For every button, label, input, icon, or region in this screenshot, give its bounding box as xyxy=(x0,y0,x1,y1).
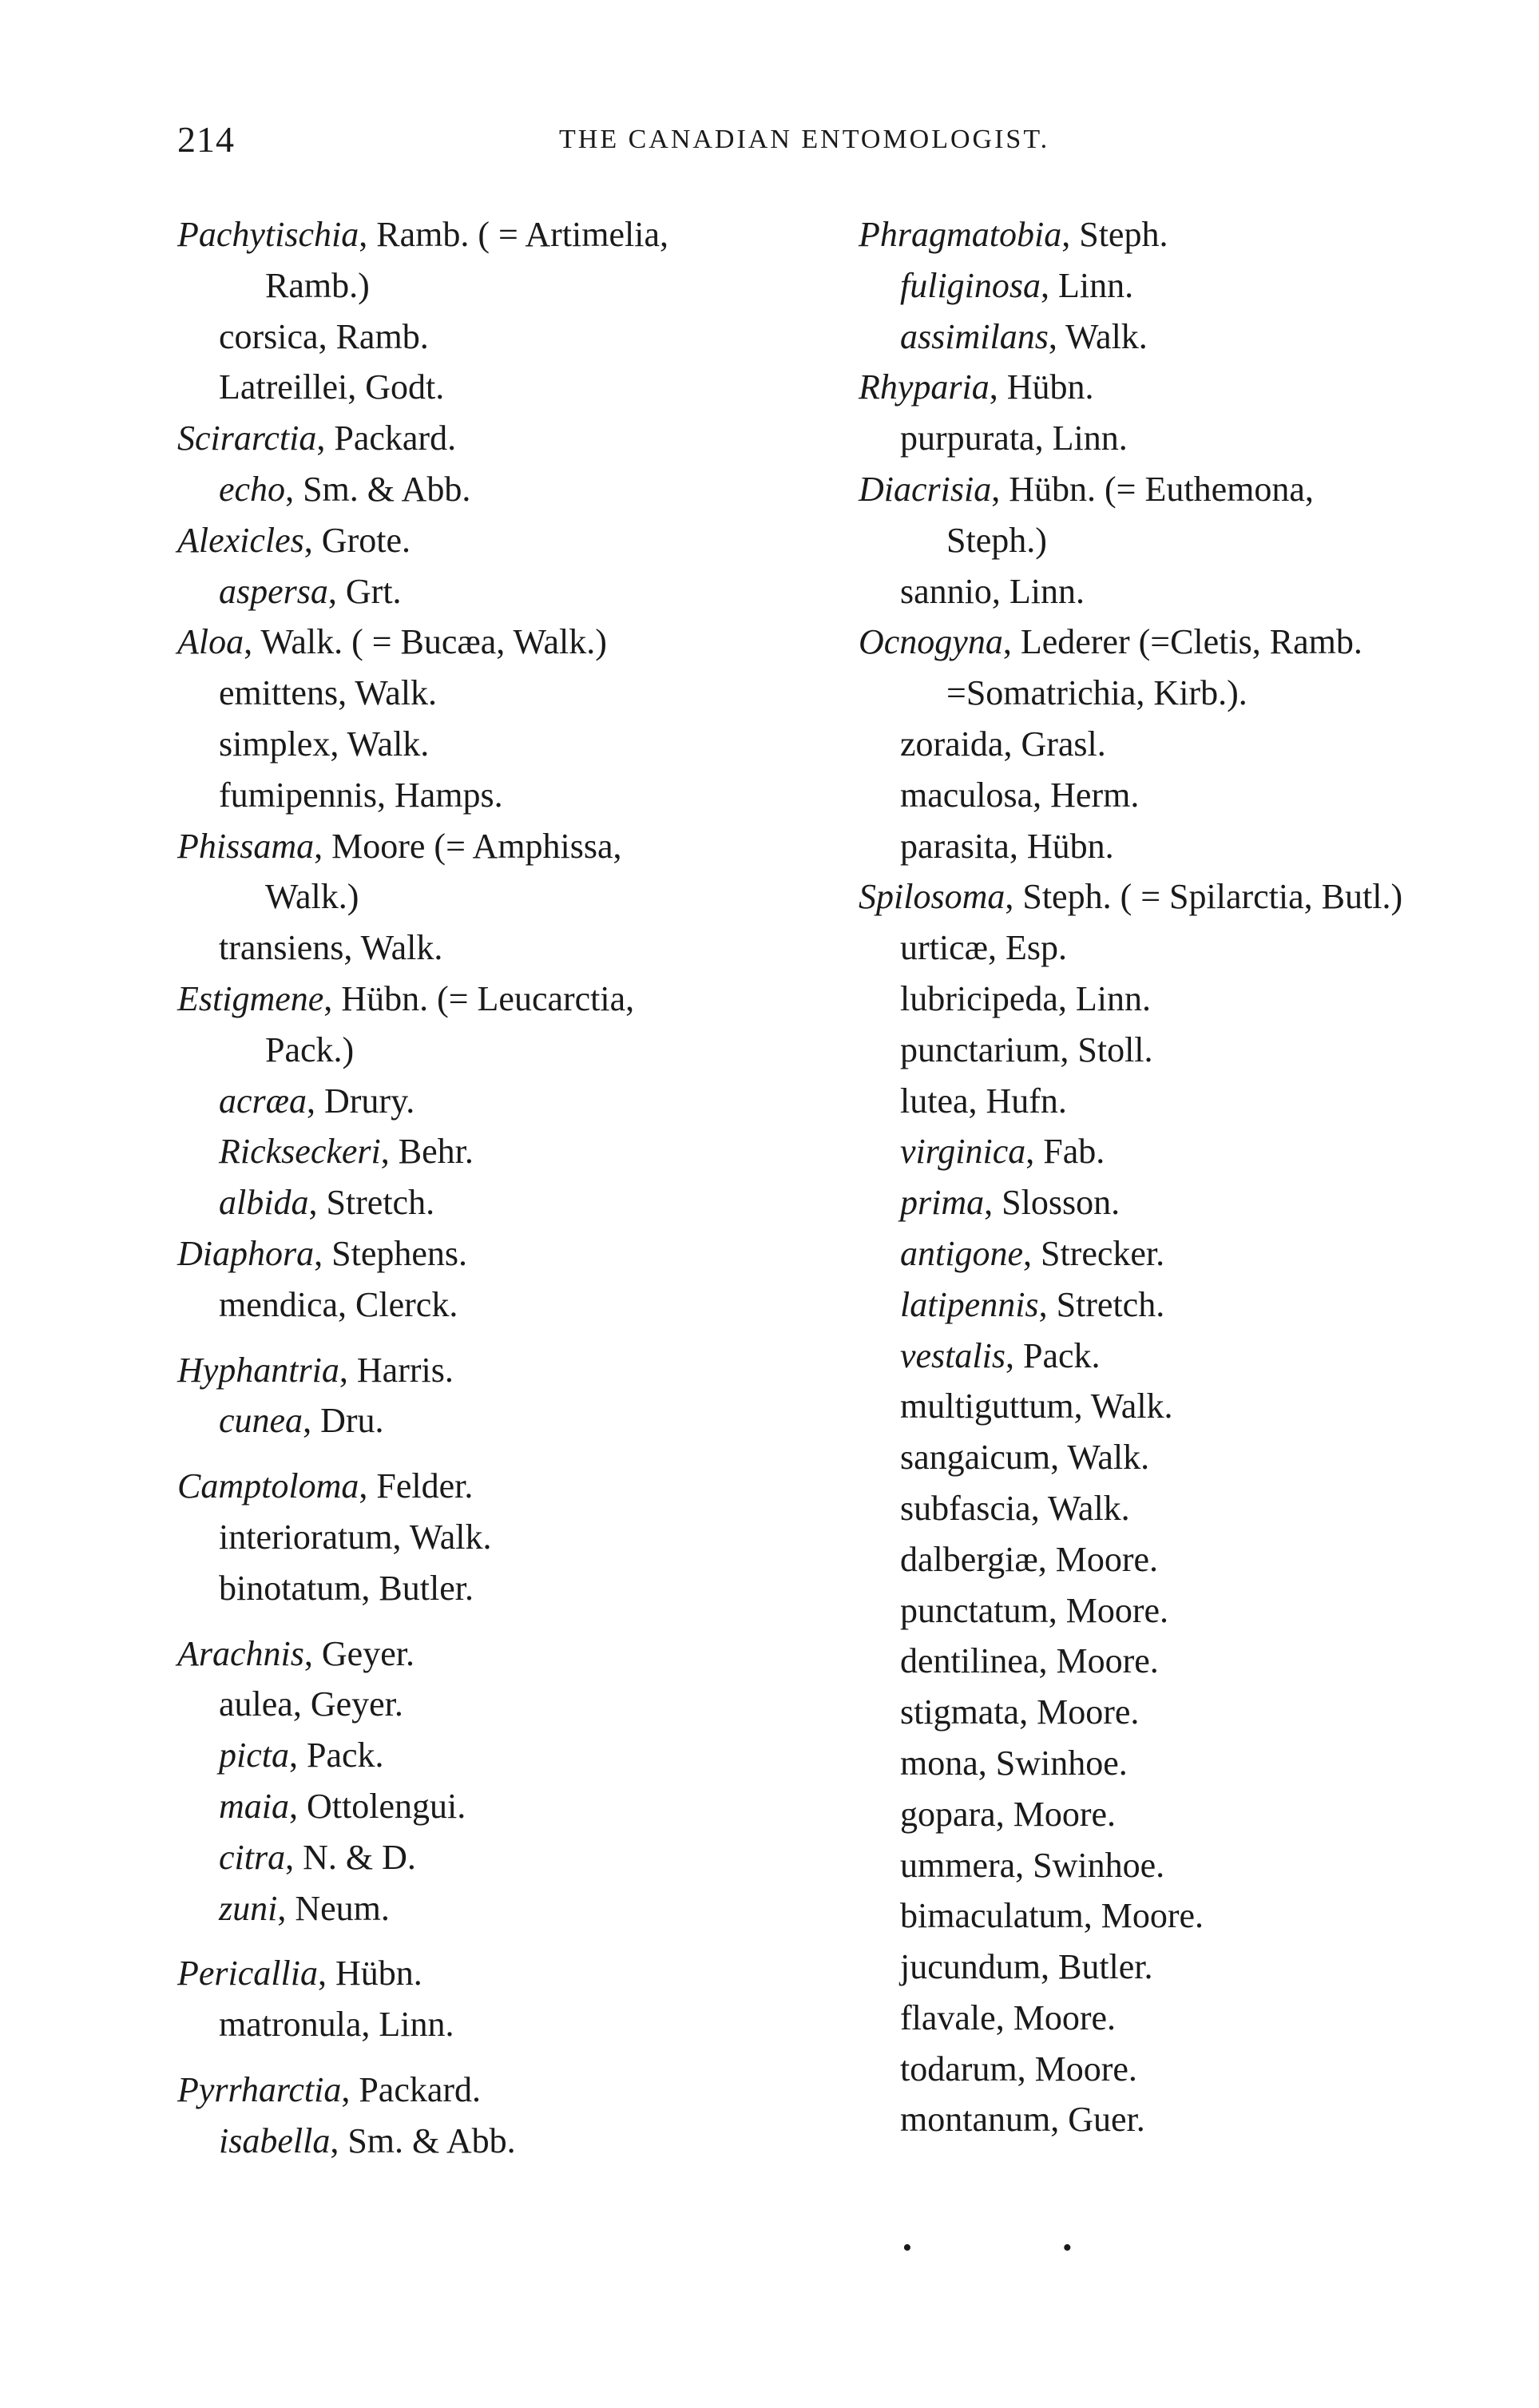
genus-name: Arachnis xyxy=(177,1633,304,1673)
entry-text: , Linn. xyxy=(1041,265,1134,305)
entry-text: , Lederer (=Cletis, Ramb. xyxy=(1002,622,1362,662)
entry-text: montanum, Guer. xyxy=(900,2100,1145,2140)
entry-text: Pack.) xyxy=(265,1029,355,1069)
genus-name: Diaphora xyxy=(177,1233,315,1273)
list-item xyxy=(859,515,1513,566)
entry-text: mona, Swinhoe. xyxy=(900,1743,1128,1783)
list-item xyxy=(177,1228,832,1279)
entry-text: sannio, Linn. xyxy=(900,571,1085,611)
species-name: virginica xyxy=(900,1132,1026,1172)
genus-name: Aloa xyxy=(177,622,244,662)
list-item xyxy=(177,617,832,668)
entry-text: fumipennis, Hamps. xyxy=(219,775,503,815)
genus-name: Ocnogyna xyxy=(859,622,1003,662)
entry-text: , Packard. xyxy=(316,419,457,458)
list-item xyxy=(859,1381,1513,1432)
entry-text: , Fab. xyxy=(1025,1132,1105,1172)
entry-text: , Harris. xyxy=(339,1350,454,1390)
species-name: acræa xyxy=(219,1081,307,1121)
genus-name: Phissama xyxy=(177,826,315,866)
entry-text: , Grote. xyxy=(303,520,411,560)
list-item xyxy=(177,1395,832,1446)
entry-text: , Steph. xyxy=(1061,215,1168,254)
genus-name: Spilosoma xyxy=(859,877,1006,917)
list-item xyxy=(859,1890,1513,1942)
list-item xyxy=(859,1279,1513,1331)
entry-text: , Behr. xyxy=(380,1132,474,1172)
entry-text: binotatum, Butler. xyxy=(219,1568,474,1608)
list-item xyxy=(177,1345,832,1396)
list-item xyxy=(177,668,832,719)
species-name: isabella xyxy=(219,2120,331,2160)
entry-text: =Somatrichia, Kirb.). xyxy=(946,673,1247,713)
entry-text: matronula, Linn. xyxy=(219,2005,454,2045)
list-item xyxy=(177,1781,832,1832)
list-item xyxy=(859,1789,1513,1840)
entry-text: , Pack. xyxy=(1005,1335,1101,1375)
species-name: albida xyxy=(219,1183,309,1223)
entry-text: lubricipeda, Linn. xyxy=(900,978,1152,1018)
entry-text: subfascia, Walk. xyxy=(900,1488,1130,1528)
list-item xyxy=(177,311,832,363)
list-item xyxy=(859,2094,1513,2145)
entry-text: gopara, Moore. xyxy=(900,1794,1117,1834)
list-item xyxy=(859,1483,1513,1534)
list-item xyxy=(177,260,832,311)
entry-text: , Stephens. xyxy=(314,1233,468,1273)
list-item xyxy=(859,1993,1513,2044)
list-item xyxy=(859,1942,1513,1993)
species-name: assimilans xyxy=(900,316,1049,356)
genus-name: Pyrrharctia xyxy=(177,2069,342,2109)
list-item xyxy=(177,922,832,974)
species-name: vestalis xyxy=(900,1335,1006,1375)
entry-text: corsica, Ramb. xyxy=(219,316,429,356)
list-item xyxy=(859,1840,1513,1891)
entry-text: Latreillei, Godt. xyxy=(219,367,445,407)
list-item xyxy=(177,1512,832,1563)
list-item xyxy=(859,311,1513,363)
right-column xyxy=(859,209,1513,2145)
list-item xyxy=(177,1177,832,1228)
genus-name: Estigmene xyxy=(177,978,324,1018)
list-item xyxy=(859,1687,1513,1738)
entry-text: multiguttum, Walk. xyxy=(900,1386,1173,1426)
entry-text: stigmata, Moore. xyxy=(900,1692,1140,1732)
list-item xyxy=(177,2116,832,2167)
genus-name: Rhyparia xyxy=(859,367,990,407)
page-header xyxy=(0,118,1539,174)
list-item xyxy=(859,464,1513,515)
list-item xyxy=(177,209,832,260)
entry-text: lutea, Hufn. xyxy=(900,1081,1067,1121)
list-item xyxy=(177,1126,832,1177)
entry-text: , Hübn. (= Euthemona, xyxy=(991,469,1314,509)
entry-text: , Sm. & Abb. xyxy=(285,469,471,509)
entry-text: dentilinea, Moore. xyxy=(900,1641,1159,1681)
entry-text: sangaicum, Walk. xyxy=(900,1438,1150,1478)
list-item xyxy=(177,1628,832,1680)
entry-text: Walk.) xyxy=(265,877,359,917)
list-item xyxy=(859,1025,1513,1076)
entry-text: bimaculatum, Moore. xyxy=(900,1896,1204,1936)
genus-name: Diacrisia xyxy=(859,469,992,509)
entry-text: , Sm. & Abb. xyxy=(330,2120,516,2160)
species-name: echo xyxy=(219,469,286,509)
entry-text: , Moore (= Amphissa, xyxy=(314,826,622,866)
species-name: antigone xyxy=(900,1233,1023,1273)
entry-text: , Stretch. xyxy=(308,1183,435,1223)
list-item xyxy=(859,413,1513,464)
list-item xyxy=(177,515,832,566)
list-item xyxy=(859,209,1513,260)
entry-text: , Stretch. xyxy=(1038,1284,1165,1324)
species-name: zuni xyxy=(219,1888,278,1928)
footer-marks: • • xyxy=(902,2233,1073,2263)
entry-text: punctatum, Moore. xyxy=(900,1590,1169,1630)
entry-text: , Slosson. xyxy=(984,1183,1121,1223)
list-item xyxy=(177,1730,832,1781)
entry-text: ummera, Swinhoe. xyxy=(900,1845,1165,1885)
species-name: prima xyxy=(900,1183,985,1223)
entry-text: , Felder. xyxy=(359,1466,474,1506)
entry-text: punctarium, Stoll. xyxy=(900,1029,1153,1069)
entry-text: , Packard. xyxy=(341,2069,482,2109)
list-item xyxy=(859,1534,1513,1585)
entry-text: , Steph. ( = Spilarctia, Butl.) xyxy=(1005,877,1403,917)
genus-name: Phragmatobia xyxy=(859,215,1062,254)
list-item xyxy=(177,1999,832,2050)
list-item xyxy=(177,871,832,922)
list-item xyxy=(177,362,832,413)
entry-text: , Ramb. ( = Artimelia, xyxy=(359,215,669,254)
list-item xyxy=(177,413,832,464)
list-item xyxy=(177,1679,832,1730)
genus-name: Pachytischia xyxy=(177,215,359,254)
running-title: THE CANADIAN ENTOMOLOGIST. xyxy=(559,125,1050,154)
species-name: picta xyxy=(219,1736,289,1775)
entry-text: purpurata, Linn. xyxy=(900,419,1128,458)
entry-text: , Hübn. xyxy=(317,1954,422,1993)
entry-text: , Geyer. xyxy=(303,1633,414,1673)
entry-text: , Pack. xyxy=(288,1736,384,1775)
entry-text: , Neum. xyxy=(277,1888,390,1928)
entry-text: , Walk. ( = Bucæa, Walk.) xyxy=(244,622,607,662)
list-item xyxy=(859,1738,1513,1789)
entry-text: parasita, Hübn. xyxy=(900,826,1114,866)
entry-text: interioratum, Walk. xyxy=(219,1517,492,1557)
entry-text: emittens, Walk. xyxy=(219,673,438,713)
list-item xyxy=(859,566,1513,617)
species-name: aspersa xyxy=(219,571,328,611)
genus-name: Scirarctia xyxy=(177,419,317,458)
list-item xyxy=(859,1076,1513,1127)
list-item xyxy=(859,1331,1513,1382)
entry-text: , Grt. xyxy=(327,571,402,611)
species-name: citra xyxy=(219,1837,286,1877)
list-item xyxy=(177,1279,832,1331)
species-name: cunea xyxy=(219,1401,303,1441)
list-item xyxy=(177,770,832,821)
entry-text: flavale, Moore. xyxy=(900,1997,1116,2037)
list-item xyxy=(859,719,1513,770)
entry-text: , Hübn. xyxy=(989,367,1094,407)
genus-name: Camptoloma xyxy=(177,1466,359,1506)
entry-text: simplex, Walk. xyxy=(219,724,430,764)
entry-text: aulea, Geyer. xyxy=(219,1684,403,1724)
genus-name: Hyphantria xyxy=(177,1350,339,1390)
entry-text: zoraida, Grasl. xyxy=(900,724,1106,764)
list-item xyxy=(177,719,832,770)
entry-text: urticæ, Esp. xyxy=(900,928,1067,968)
list-item xyxy=(859,1432,1513,1483)
list-item xyxy=(859,668,1513,719)
list-item xyxy=(177,821,832,872)
list-item xyxy=(177,464,832,515)
list-item xyxy=(177,566,832,617)
entry-text: Ramb.) xyxy=(265,265,370,305)
entry-text: dalbergiæ, Moore. xyxy=(900,1539,1159,1579)
list-item xyxy=(859,1636,1513,1687)
entry-text: maculosa, Herm. xyxy=(900,775,1140,815)
list-item xyxy=(859,362,1513,413)
entry-text: Steph.) xyxy=(946,520,1047,560)
species-name: maia xyxy=(219,1786,289,1826)
entry-text: , Ottolengui. xyxy=(289,1786,466,1826)
list-item xyxy=(177,1076,832,1127)
list-item xyxy=(177,1948,832,1999)
left-column xyxy=(177,209,832,2166)
entry-text: mendica, Clerck. xyxy=(219,1284,458,1324)
list-item xyxy=(859,1585,1513,1636)
list-item xyxy=(859,1228,1513,1279)
list-item xyxy=(177,1025,832,1076)
entry-text: , Strecker. xyxy=(1022,1233,1165,1273)
list-item xyxy=(859,871,1513,922)
list-item xyxy=(859,1177,1513,1228)
list-item xyxy=(859,922,1513,974)
entry-text: , Dru. xyxy=(303,1401,384,1441)
list-item xyxy=(177,2065,832,2116)
list-item xyxy=(859,1126,1513,1177)
species-name: latipennis xyxy=(900,1284,1039,1324)
entry-text: todarum, Moore. xyxy=(900,2049,1137,2089)
genus-name: Alexicles xyxy=(177,520,304,560)
list-item xyxy=(177,1883,832,1934)
list-item xyxy=(859,974,1513,1025)
page-number: 214 xyxy=(177,119,235,160)
entry-text: , Hübn. (= Leucarctia, xyxy=(323,978,635,1018)
entry-text: transiens, Walk. xyxy=(219,928,443,968)
entry-text: jucundum, Butler. xyxy=(900,1947,1153,1987)
species-name: fuliginosa xyxy=(900,265,1041,305)
entry-text: , Drury. xyxy=(307,1081,415,1121)
list-item xyxy=(177,974,832,1025)
species-name: Rickseckeri xyxy=(219,1132,381,1172)
list-item xyxy=(859,821,1513,872)
list-item xyxy=(177,1461,832,1512)
list-item xyxy=(177,1563,832,1614)
list-item xyxy=(859,2044,1513,2095)
list-item xyxy=(859,770,1513,821)
entry-text: , Walk. xyxy=(1048,316,1148,356)
list-item xyxy=(177,1832,832,1883)
list-item xyxy=(859,260,1513,311)
genus-name: Pericallia xyxy=(177,1954,318,1993)
entry-text: , N. & D. xyxy=(285,1837,416,1877)
list-item xyxy=(859,617,1513,668)
